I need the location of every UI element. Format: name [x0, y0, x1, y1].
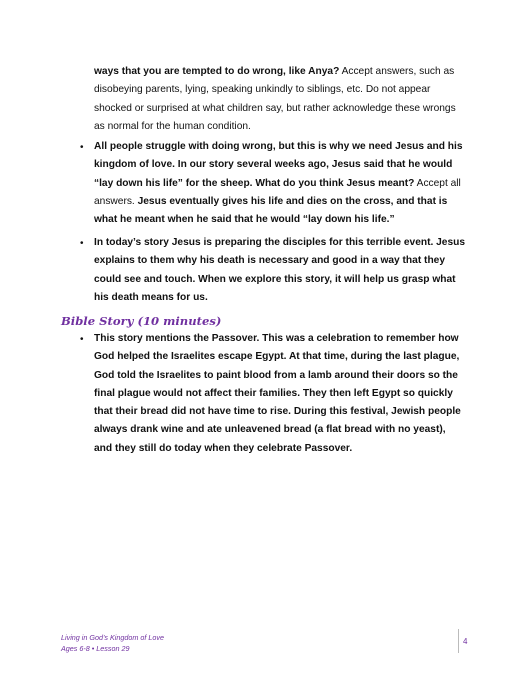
bullet-marker-3: •: [80, 334, 84, 345]
bullet-1-explanation: Jesus eventually gives his life and dies on the cross, and that is what he meant when he said that he would “lay down his life.”: [94, 195, 448, 226]
bullet-marker-2: •: [80, 238, 84, 249]
bullet-1-prompt: All people struggle with doing wrong, but this is why we need Jesus and his kingdom of love. In our story several weeks ago, Jesus said that he would “lay down his life” for the sheep. What do you think Jesus meant?: [94, 141, 463, 189]
page-number: 4: [463, 637, 468, 646]
bullet-1-guidance: Accept all answers.: [94, 177, 461, 207]
intro-paragraph: [94, 63, 466, 136]
bullet-paragraph-3: [94, 330, 466, 458]
bullet-2-text: In today’s story Jesus is preparing the disciples for this terrible event. Jesus explains to them why his death is necessary and good in a way that they could see and touch. When we explore this story, it will help us grasp what his death means for us.: [94, 237, 466, 303]
intro-guidance: Accept answers, such as disobeying parents, lying, speaking unkindly to siblings, etc. Do not appear shocked or surprised at what children say, but rather acknowledge these wrongs as normal for the human condition.: [94, 66, 456, 132]
footer-divider: [458, 629, 459, 653]
section-heading-bible-story: Bible Story (10 minutes): [61, 314, 222, 328]
footer: [61, 633, 164, 654]
bullet-paragraph-2: [94, 234, 466, 307]
footer-title: Living in God’s Kingdom of Love: [61, 633, 164, 642]
footer-lesson: Ages 6-8 • Lesson 29: [61, 643, 130, 653]
bullet-3-text: This story mentions the Passover. This was a celebration to remember how God helped the Israelites escape Egypt. At that time, during the last plague, God told the Israelites to paint blood from a lamb around their doors so the final plague would not affect their families. They then left Egypt so quickly that their bread did not have time to rise. During this festival, Jewish people always drank wine and ate unleavened bread (a flat bread with no yeast), and they still do today when they celebrate Passover.: [94, 333, 461, 454]
intro-question: ways that you are tempted to do wrong, like Anya?: [94, 66, 340, 77]
bullet-paragraph-1: [94, 138, 466, 229]
bullet-marker-1: •: [80, 142, 84, 153]
